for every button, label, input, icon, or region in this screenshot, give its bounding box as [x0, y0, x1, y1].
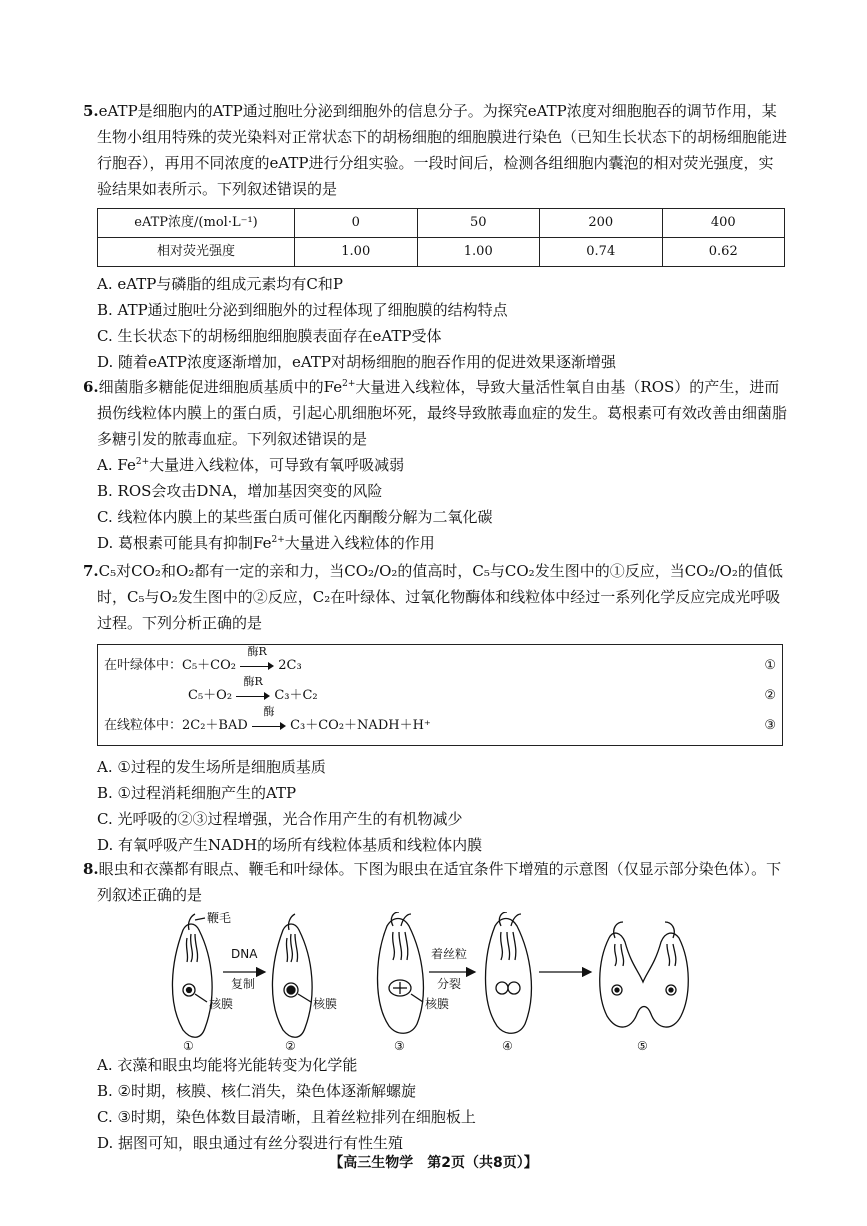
reaction-arrow: 酶 [252, 719, 286, 733]
nucleus-label-3: 核膜 [425, 997, 450, 1011]
option-c: C. 光呼吸的②③过程增强，光合作用产生的有机物减少 [97, 810, 463, 828]
flagellum-pointer [195, 918, 205, 920]
reaction-arrow: 酶R [236, 689, 270, 703]
question-7-stem: 7.C₅对CO₂和O₂都有一定的亲和力，当CO₂/O₂的值高时，C₅与CO₂发生图中的①反应，当CO₂/O₂的值低时，C₅与O₂发生图中的②反应，C₂在叶绿体、过氧化物酶体和线粒体中经过一系列化学反应完成光呼吸过程。下列分析正确的是 [83, 562, 783, 632]
option-d: D. 有氧呼吸产生NADH的场所有线粒体基质和线粒体内膜 [97, 836, 483, 854]
nucleus-label-1: 核膜 [209, 997, 234, 1011]
question-7 [83, 558, 787, 858]
arrow-1-label-2: 复制 [231, 977, 256, 991]
reaction-mark: ③ [764, 718, 776, 733]
arrow-2-label-1: 着丝粒 [431, 947, 468, 961]
option-b: B. ①过程消耗细胞产生的ATP [97, 784, 297, 802]
option-d: D. 随着eATP浓度逐渐增加，eATP对胡杨细胞的胞吞作用的促进效果逐渐增强 [97, 353, 617, 371]
stage-label: ③ [394, 1039, 405, 1052]
table-cell: 0.62 [662, 238, 785, 267]
reaction-2: C₅＋O₂ 酶R C₃＋C₂ ② [104, 681, 776, 711]
question-5-stem: 5.eATP是细胞内的ATP通过胞吐分泌到细胞外的信息分子。为探究eATP浓度对细胞胞吞的调节作用，某生物小组用特殊的荧光染料对正常状态下的胡杨细胞的细胞膜进行染色（已知生长状态下的胡杨细胞能进行胞吞），再用不同浓度的eATP进行分组实验。一段时间后，检测各组细胞内囊泡的相对荧光强度，实验结果如表所示。下列叙述错误的是 [83, 102, 788, 198]
table-cell: 1.00 [295, 238, 418, 267]
eatp-table [97, 208, 785, 267]
page-footer: 【高三生物学 第2页（共8页）】 [329, 1155, 538, 1171]
table-cell: 0 [295, 209, 418, 238]
stage-label: ④ [502, 1039, 513, 1052]
stage-label: ② [285, 1039, 296, 1052]
option-c: C. 生长状态下的胡杨细胞细胞膜表面存在eATP受体 [97, 327, 442, 345]
euglena-division-diagram [161, 912, 701, 1052]
table-cell: 200 [540, 209, 663, 238]
table-cell: 1.00 [417, 238, 540, 267]
option-d: D. 据图可知，眼虫通过有丝分裂进行有性生殖 [97, 1134, 404, 1152]
option-b: B. ATP通过胞吐分泌到细胞外的过程体现了细胞膜的结构特点 [97, 301, 508, 319]
table-cell: 0.74 [540, 238, 663, 267]
question-5 [83, 98, 788, 375]
option-c: C. 线粒体内膜上的某些蛋白质可催化丙酮酸分解为二氧化碳 [97, 508, 493, 526]
option-c: C. ③时期，染色体数目最清晰，且着丝粒排列在细胞板上 [97, 1108, 476, 1126]
cell-stage-1 [172, 914, 212, 1037]
flagellum-label: 鞭毛 [207, 912, 232, 925]
stage-label: ⑤ [637, 1039, 648, 1052]
cell-stage-3 [378, 912, 424, 1033]
cell-stage-5 [600, 922, 689, 1027]
cell-stage-2 [272, 914, 312, 1037]
option-a: A. eATP与磷脂的组成元素均有C和P [97, 275, 343, 293]
cell-stage-4 [486, 912, 532, 1033]
table-cell: 50 [417, 209, 540, 238]
reaction-3: 在线粒体中：2C₂＋BAD 酶 C₃＋CO₂＋NADH＋H⁺ ③ [104, 711, 776, 741]
option-b: B. ②时期，核膜、核仁消失，染色体逐渐解螺旋 [97, 1082, 417, 1100]
table-header-cell: 相对荧光强度 [98, 238, 295, 267]
question-6-stem: 6.细菌脂多糖能促进细胞质基质中的$Fe^{2+}$大量进入线粒体，导致大量活性氧自由基（ROS）的产生，进而损伤线粒体内膜上的蛋白质，引起心肌细胞坏死，最终导致脓毒血症的发生。葛根素可有效改善由细菌脂多糖引发的脓毒血症。下列叙述错误的是 [83, 378, 788, 448]
table-row [98, 238, 785, 267]
diagram-svg [161, 912, 701, 1052]
arrow-1-label-1: DNA [231, 947, 258, 961]
stage-label: ① [183, 1039, 194, 1052]
option-a: A. 衣藻和眼虫均能将光能转变为化学能 [97, 1056, 358, 1074]
option-d: D. 葛根素可能具有抑制$Fe^{2+}$大量进入线粒体的作用 [97, 534, 435, 552]
reaction-mark: ② [764, 688, 776, 703]
question-8 [83, 856, 787, 1156]
option-a: A. ①过程的发生场所是细胞质基质 [97, 758, 326, 776]
question-8-stem: 8.眼虫和衣藻都有眼点、鞭毛和叶绿体。下图为眼虫在适宜条件下增殖的示意图（仅显示部分染色体）。下列叙述正确的是 [83, 860, 782, 904]
nucleus-label-2: 核膜 [313, 997, 338, 1011]
reaction-box [97, 644, 783, 746]
reaction-arrow: 酶R [240, 659, 274, 673]
arrow-2-label-2: 分裂 [437, 977, 462, 991]
option-a: A. $Fe^{2+}$大量进入线粒体，可导致有氧呼吸减弱 [97, 456, 405, 474]
reaction-mark: ① [764, 658, 776, 673]
reaction-1: 在叶绿体中：C₅＋CO₂ 酶R 2C₃ ① [104, 651, 776, 681]
table-header-cell: eATP浓度/(mol·L⁻¹) [98, 209, 295, 238]
table-row [98, 209, 785, 238]
option-b: B. ROS会攻击DNA，增加基因突变的风险 [97, 482, 383, 500]
question-6 [83, 374, 788, 556]
table-cell: 400 [662, 209, 785, 238]
